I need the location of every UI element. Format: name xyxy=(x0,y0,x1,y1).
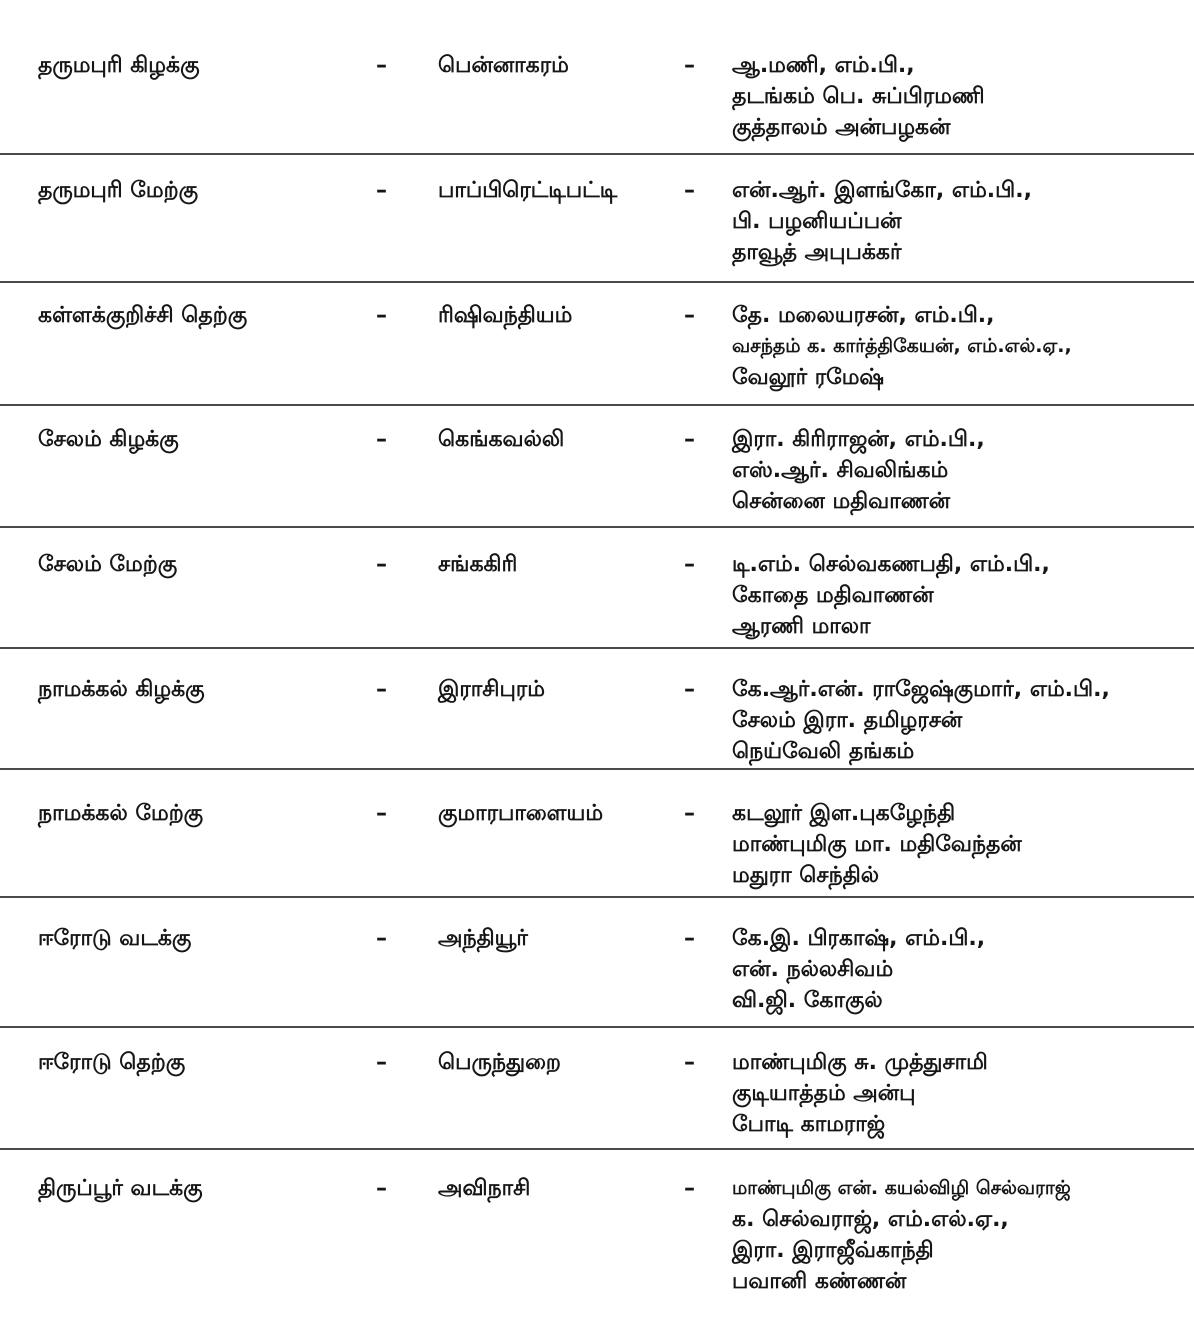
dash-separator: – xyxy=(376,1050,387,1075)
member-name: மதுரா செந்தில் xyxy=(732,863,880,888)
member-name: சேலம் இரா. தமிழரசன் xyxy=(732,708,963,733)
member-name: வசந்தம் க. கார்த்திகேயன், எம்.எல்.ஏ., xyxy=(732,335,1072,357)
member-name: ஆ.மணி, எம்.பி., xyxy=(732,53,915,78)
dash-separator: – xyxy=(684,178,695,203)
member-name: எஸ்.ஆர். சிவலிங்கம் xyxy=(732,458,949,483)
constituency-name: பாப்பிரெட்டிபட்டி xyxy=(438,178,618,203)
member-name: பவானி கண்ணன் xyxy=(732,1269,907,1294)
member-name: என். நல்லசிவம் xyxy=(732,957,894,982)
constituency-name: பெருந்துறை xyxy=(438,1050,561,1075)
row-divider xyxy=(0,404,1194,406)
row-divider xyxy=(0,281,1194,283)
member-names xyxy=(732,674,1110,767)
member-names xyxy=(732,923,985,1016)
constituency-name: குமாரபாளையம் xyxy=(438,801,604,826)
member-name: சென்னை மதிவாணன் xyxy=(732,489,951,514)
member-name: கே.ஆர்.என். ராஜேஷ்குமார், எம்.பி., xyxy=(732,677,1110,702)
member-names xyxy=(732,1173,1071,1297)
member-names xyxy=(732,175,1032,268)
member-name: பி. பழனியப்பன் xyxy=(732,209,902,234)
member-name: இரா. கிரிராஜன், எம்.பி., xyxy=(732,427,985,452)
row-divider xyxy=(0,896,1194,898)
member-names xyxy=(732,300,1072,393)
constituency-name: ரிஷிவந்தியம் xyxy=(438,303,573,328)
member-names xyxy=(732,1047,988,1140)
district-name: தருமபுரி கிழக்கு xyxy=(38,53,200,78)
dash-separator: – xyxy=(684,427,695,452)
dash-separator: – xyxy=(376,1176,387,1201)
dash-separator: – xyxy=(684,303,695,328)
constituency-name: பென்னாகரம் xyxy=(438,53,569,78)
district-name: ஈரோடு வடக்கு xyxy=(38,926,192,951)
member-name: இரா. இராஜீவ்காந்தி xyxy=(732,1238,934,1263)
dash-separator: – xyxy=(376,677,387,702)
dash-separator: – xyxy=(684,677,695,702)
member-names xyxy=(732,50,985,143)
dash-separator: – xyxy=(684,552,695,577)
district-name: ஈரோடு தெற்கு xyxy=(38,1050,186,1075)
dash-separator: – xyxy=(684,1176,695,1201)
dash-separator: – xyxy=(376,53,387,78)
constituency-name: இராசிபுரம் xyxy=(438,677,545,702)
member-name: குத்தாலம் அன்பழகன் xyxy=(732,115,951,140)
member-name: கடலூர் இள.புகழேந்தி xyxy=(732,801,956,826)
member-name: மாண்புமிகு மா. மதிவேந்தன் xyxy=(732,832,1022,857)
member-name: நெய்வேலி தங்கம் xyxy=(732,739,915,764)
member-name: தடங்கம் பெ. சுப்பிரமணி xyxy=(732,84,985,109)
dash-separator: – xyxy=(376,926,387,951)
member-name: க. செல்வராஜ், எம்.எல்.ஏ., xyxy=(732,1207,1009,1232)
district-name: திருப்பூர் வடக்கு xyxy=(38,1176,203,1201)
district-name: தருமபுரி மேற்கு xyxy=(38,178,199,203)
member-name: வேலூர் ரமேஷ் xyxy=(732,365,885,390)
member-names xyxy=(732,798,1022,891)
row-divider xyxy=(0,647,1194,649)
member-name: தே. மலையரசன், எம்.பி., xyxy=(732,303,995,328)
district-name: நாமக்கல் மேற்கு xyxy=(38,801,204,826)
constituency-name: கெங்கவல்லி xyxy=(438,427,565,452)
district-name: கள்ளக்குறிச்சி தெற்கு xyxy=(38,303,248,328)
constituency-name: அவிநாசி xyxy=(438,1176,531,1201)
member-names xyxy=(732,549,1050,642)
district-name: நாமக்கல் கிழக்கு xyxy=(38,677,205,702)
dash-separator: – xyxy=(684,926,695,951)
member-name: டி.எம். செல்வகணபதி, எம்.பி., xyxy=(732,552,1050,577)
member-name: தாவூத் அபுபக்கர் xyxy=(732,240,902,265)
dash-separator: – xyxy=(376,801,387,826)
dash-separator: – xyxy=(684,801,695,826)
row-divider xyxy=(0,526,1194,528)
member-name: கே.இ. பிரகாஷ், எம்.பி., xyxy=(732,926,986,951)
member-name: மாண்புமிகு என். கயல்விழி செல்வராஜ் xyxy=(732,1177,1071,1199)
row-divider xyxy=(0,1148,1194,1150)
member-name: மாண்புமிகு சு. முத்துசாமி xyxy=(732,1050,988,1075)
row-divider xyxy=(0,153,1194,155)
member-names xyxy=(732,424,985,517)
dash-separator: – xyxy=(376,552,387,577)
dash-separator: – xyxy=(376,427,387,452)
member-name: கோதை மதிவாணன் xyxy=(732,583,934,608)
district-name: சேலம் கிழக்கு xyxy=(38,427,179,452)
row-divider xyxy=(0,768,1194,770)
member-name: ஆரணி மாலா xyxy=(732,614,871,639)
dash-separator: – xyxy=(376,178,387,203)
dash-separator: – xyxy=(684,1050,695,1075)
constituency-name: சங்ககிரி xyxy=(438,552,518,577)
dash-separator: – xyxy=(376,303,387,328)
member-name: போடி காமராஜ் xyxy=(732,1112,886,1137)
constituency-name: அந்தியூர் xyxy=(438,926,528,951)
member-name: வி.ஜி. கோகுல் xyxy=(732,988,883,1013)
member-name: குடியாத்தம் அன்பு xyxy=(732,1081,916,1106)
row-divider xyxy=(0,1026,1194,1028)
member-name: என்.ஆர். இளங்கோ, எம்.பி., xyxy=(732,178,1032,203)
district-name: சேலம் மேற்கு xyxy=(38,552,178,577)
dash-separator: – xyxy=(684,53,695,78)
